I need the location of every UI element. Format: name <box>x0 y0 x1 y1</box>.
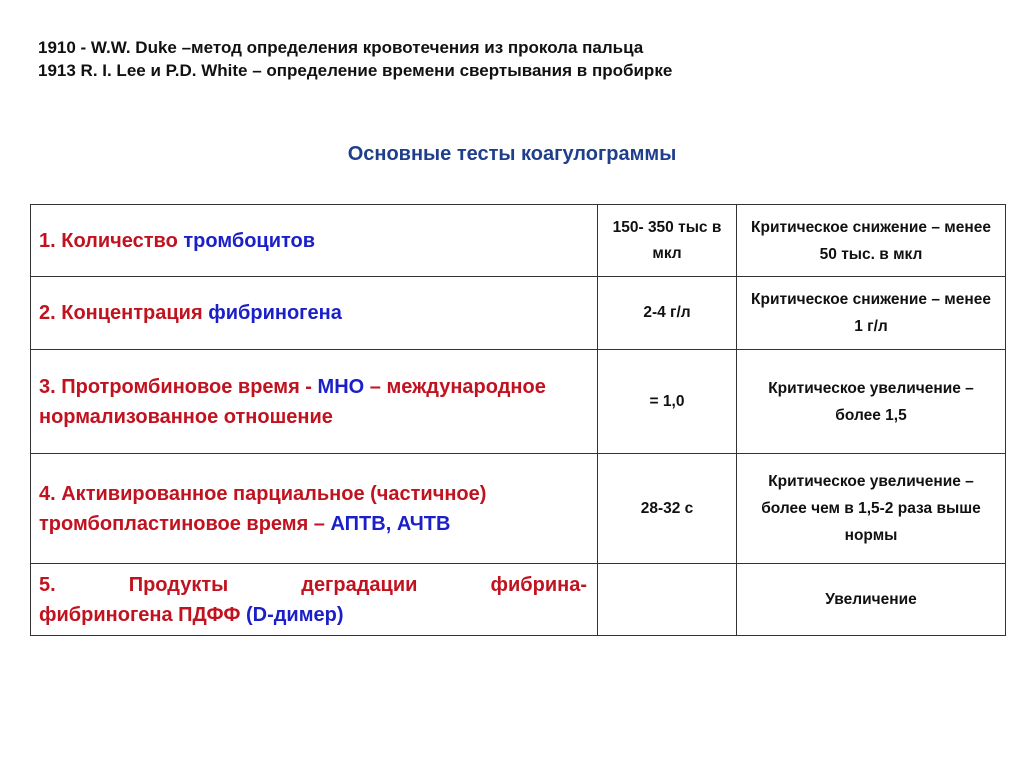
test-name <box>31 564 598 636</box>
critical-value: Критическое снижение – менее 50 тыс. в мкл <box>737 205 1006 277</box>
table-row <box>31 350 1006 454</box>
test-name-text: 2. Концентрация <box>39 302 209 324</box>
page-title: Основные тесты коагулограммы <box>347 143 677 165</box>
test-name-text: 3. Протромбиновое время - <box>39 375 318 398</box>
coagulogram-table <box>30 204 1006 636</box>
norm-value: = 1,0 <box>598 350 737 454</box>
norm-value: 150- 350 тыс в мкл <box>598 205 737 277</box>
test-name <box>31 205 598 277</box>
test-name <box>31 454 598 564</box>
test-name-text: – международное нормализованное отношение <box>39 375 546 428</box>
critical-value: Увеличение <box>737 564 1006 636</box>
table-row <box>31 564 1006 636</box>
test-name-highlight: тромбоцитов <box>183 229 316 252</box>
test-name-text: 5. Продукты деградации фибрина- <box>39 573 587 596</box>
norm-value: 28-32 с <box>598 454 737 564</box>
critical-value: Критическое увеличение – более чем в 1,5-2 раза выше нормы <box>737 454 1006 564</box>
header-line-1: 1910 - W.W. Duke –метод определения кровотечения из прокола пальца <box>38 38 644 57</box>
table-row <box>31 454 1006 564</box>
test-name-text: 4. Активированное парциальное (частичное) тромбопластиновое время – <box>39 482 487 535</box>
table-row <box>31 277 1006 350</box>
critical-value: Критическое снижение – менее 1 г/л <box>737 277 1006 350</box>
header-line-2: 1913 R. I. Lee и P.D. White – определение времени свертывания в пробирке <box>38 61 673 80</box>
critical-value: Критическое увеличение – более 1,5 <box>737 350 1006 454</box>
table-row <box>31 205 1006 277</box>
norm-value: 2-4 г/л <box>598 277 737 350</box>
test-name <box>31 350 598 454</box>
test-name-highlight: АПТВ, АЧТВ <box>330 512 451 535</box>
test-name-text: фибриногена ПДФФ <box>39 603 246 626</box>
test-name-highlight: (D-димер) <box>245 603 344 626</box>
test-name-highlight: фибриногена <box>208 302 342 324</box>
test-name-highlight: МНО <box>317 375 365 398</box>
test-name <box>31 277 598 350</box>
header <box>38 36 672 82</box>
test-name-text: 1. Количество <box>39 229 184 252</box>
norm-value <box>598 564 737 636</box>
